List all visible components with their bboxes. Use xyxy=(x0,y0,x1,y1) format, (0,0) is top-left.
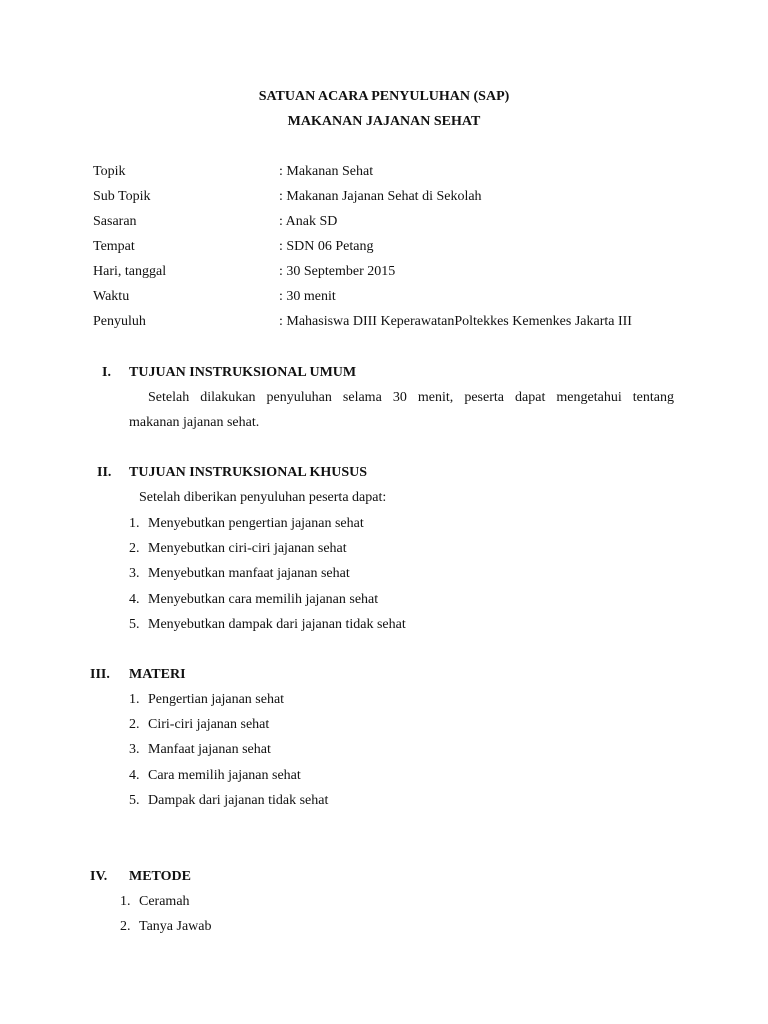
section-numeral: III. xyxy=(90,667,110,682)
section-numeral: II. xyxy=(97,465,112,480)
list-item-number: 1. xyxy=(129,516,140,531)
list-item-number: 2. xyxy=(129,541,140,556)
section-heading: TUJUAN INSTRUKSIONAL UMUM xyxy=(129,365,357,380)
document-title: SATUAN ACARA PENYULUHAN (SAP) xyxy=(258,89,510,104)
list-item: Dampak dari jajanan tidak sehat xyxy=(148,793,329,808)
info-label-hari-tanggal: Hari, tanggal xyxy=(93,264,167,279)
list-item: Ciri-ciri jajanan sehat xyxy=(148,717,270,732)
info-label-penyuluh: Penyuluh xyxy=(93,314,146,329)
info-label-topik: Topik xyxy=(93,164,126,179)
list-item-number: 3. xyxy=(129,742,140,757)
info-value-penyuluh: : Mahasiswa DIII KeperawatanPoltekkes Kemenkes Jakarta III xyxy=(279,314,632,329)
list-item-number: 5. xyxy=(129,617,140,632)
list-item: Tanya Jawab xyxy=(139,919,212,934)
document-subtitle: MAKANAN JAJANAN SEHAT xyxy=(287,114,481,129)
list-item: Manfaat jajanan sehat xyxy=(148,742,271,757)
list-item: Menyebutkan ciri-ciri jajanan sehat xyxy=(148,541,347,556)
list-item-number: 4. xyxy=(129,768,140,783)
list-item-number: 2. xyxy=(120,919,131,934)
info-value-sub-topik: : Makanan Jajanan Sehat di Sekolah xyxy=(279,189,482,204)
info-value-waktu: : 30 menit xyxy=(279,289,336,304)
section-numeral: IV. xyxy=(90,869,108,884)
list-item: Menyebutkan dampak dari jajanan tidak sehat xyxy=(148,617,406,632)
list-item: Menyebutkan cara memilih jajanan sehat xyxy=(148,592,379,607)
list-item: Pengertian jajanan sehat xyxy=(148,692,285,707)
section-paragraph xyxy=(129,389,674,432)
paragraph-line: makanan jajanan sehat. xyxy=(129,415,260,430)
section-intro: Setelah diberikan penyuluhan peserta dapat: xyxy=(139,490,387,505)
info-value-sasaran: : Anak SD xyxy=(279,214,338,229)
list-item: Ceramah xyxy=(139,894,190,909)
list-item: Menyebutkan pengertian jajanan sehat xyxy=(148,516,364,531)
section-numeral: I. xyxy=(102,365,111,380)
info-value-hari-tanggal: : 30 September 2015 xyxy=(279,264,396,279)
section-heading: MATERI xyxy=(129,667,186,682)
list-item-number: 1. xyxy=(120,894,131,909)
section-heading: METODE xyxy=(129,869,191,884)
list-item-number: 5. xyxy=(129,793,140,808)
paragraph-line: Setelah dilakukan penyuluhan selama 30 menit, peserta dapat mengetahui tentang xyxy=(148,390,674,405)
info-label-tempat: Tempat xyxy=(93,239,135,254)
list-item-number: 3. xyxy=(129,566,140,581)
list-item-number: 1. xyxy=(129,692,140,707)
info-value-tempat: : SDN 06 Petang xyxy=(279,239,374,254)
info-label-waktu: Waktu xyxy=(93,289,130,304)
list-item: Cara memilih jajanan sehat xyxy=(148,768,301,783)
list-item-number: 4. xyxy=(129,592,140,607)
info-label-sasaran: Sasaran xyxy=(93,214,137,229)
info-value-topik: : Makanan Sehat xyxy=(279,164,374,179)
list-item-number: 2. xyxy=(129,717,140,732)
section-heading: TUJUAN INSTRUKSIONAL KHUSUS xyxy=(129,465,368,480)
list-item: Menyebutkan manfaat jajanan sehat xyxy=(148,566,350,581)
info-label-sub-topik: Sub Topik xyxy=(93,189,151,204)
